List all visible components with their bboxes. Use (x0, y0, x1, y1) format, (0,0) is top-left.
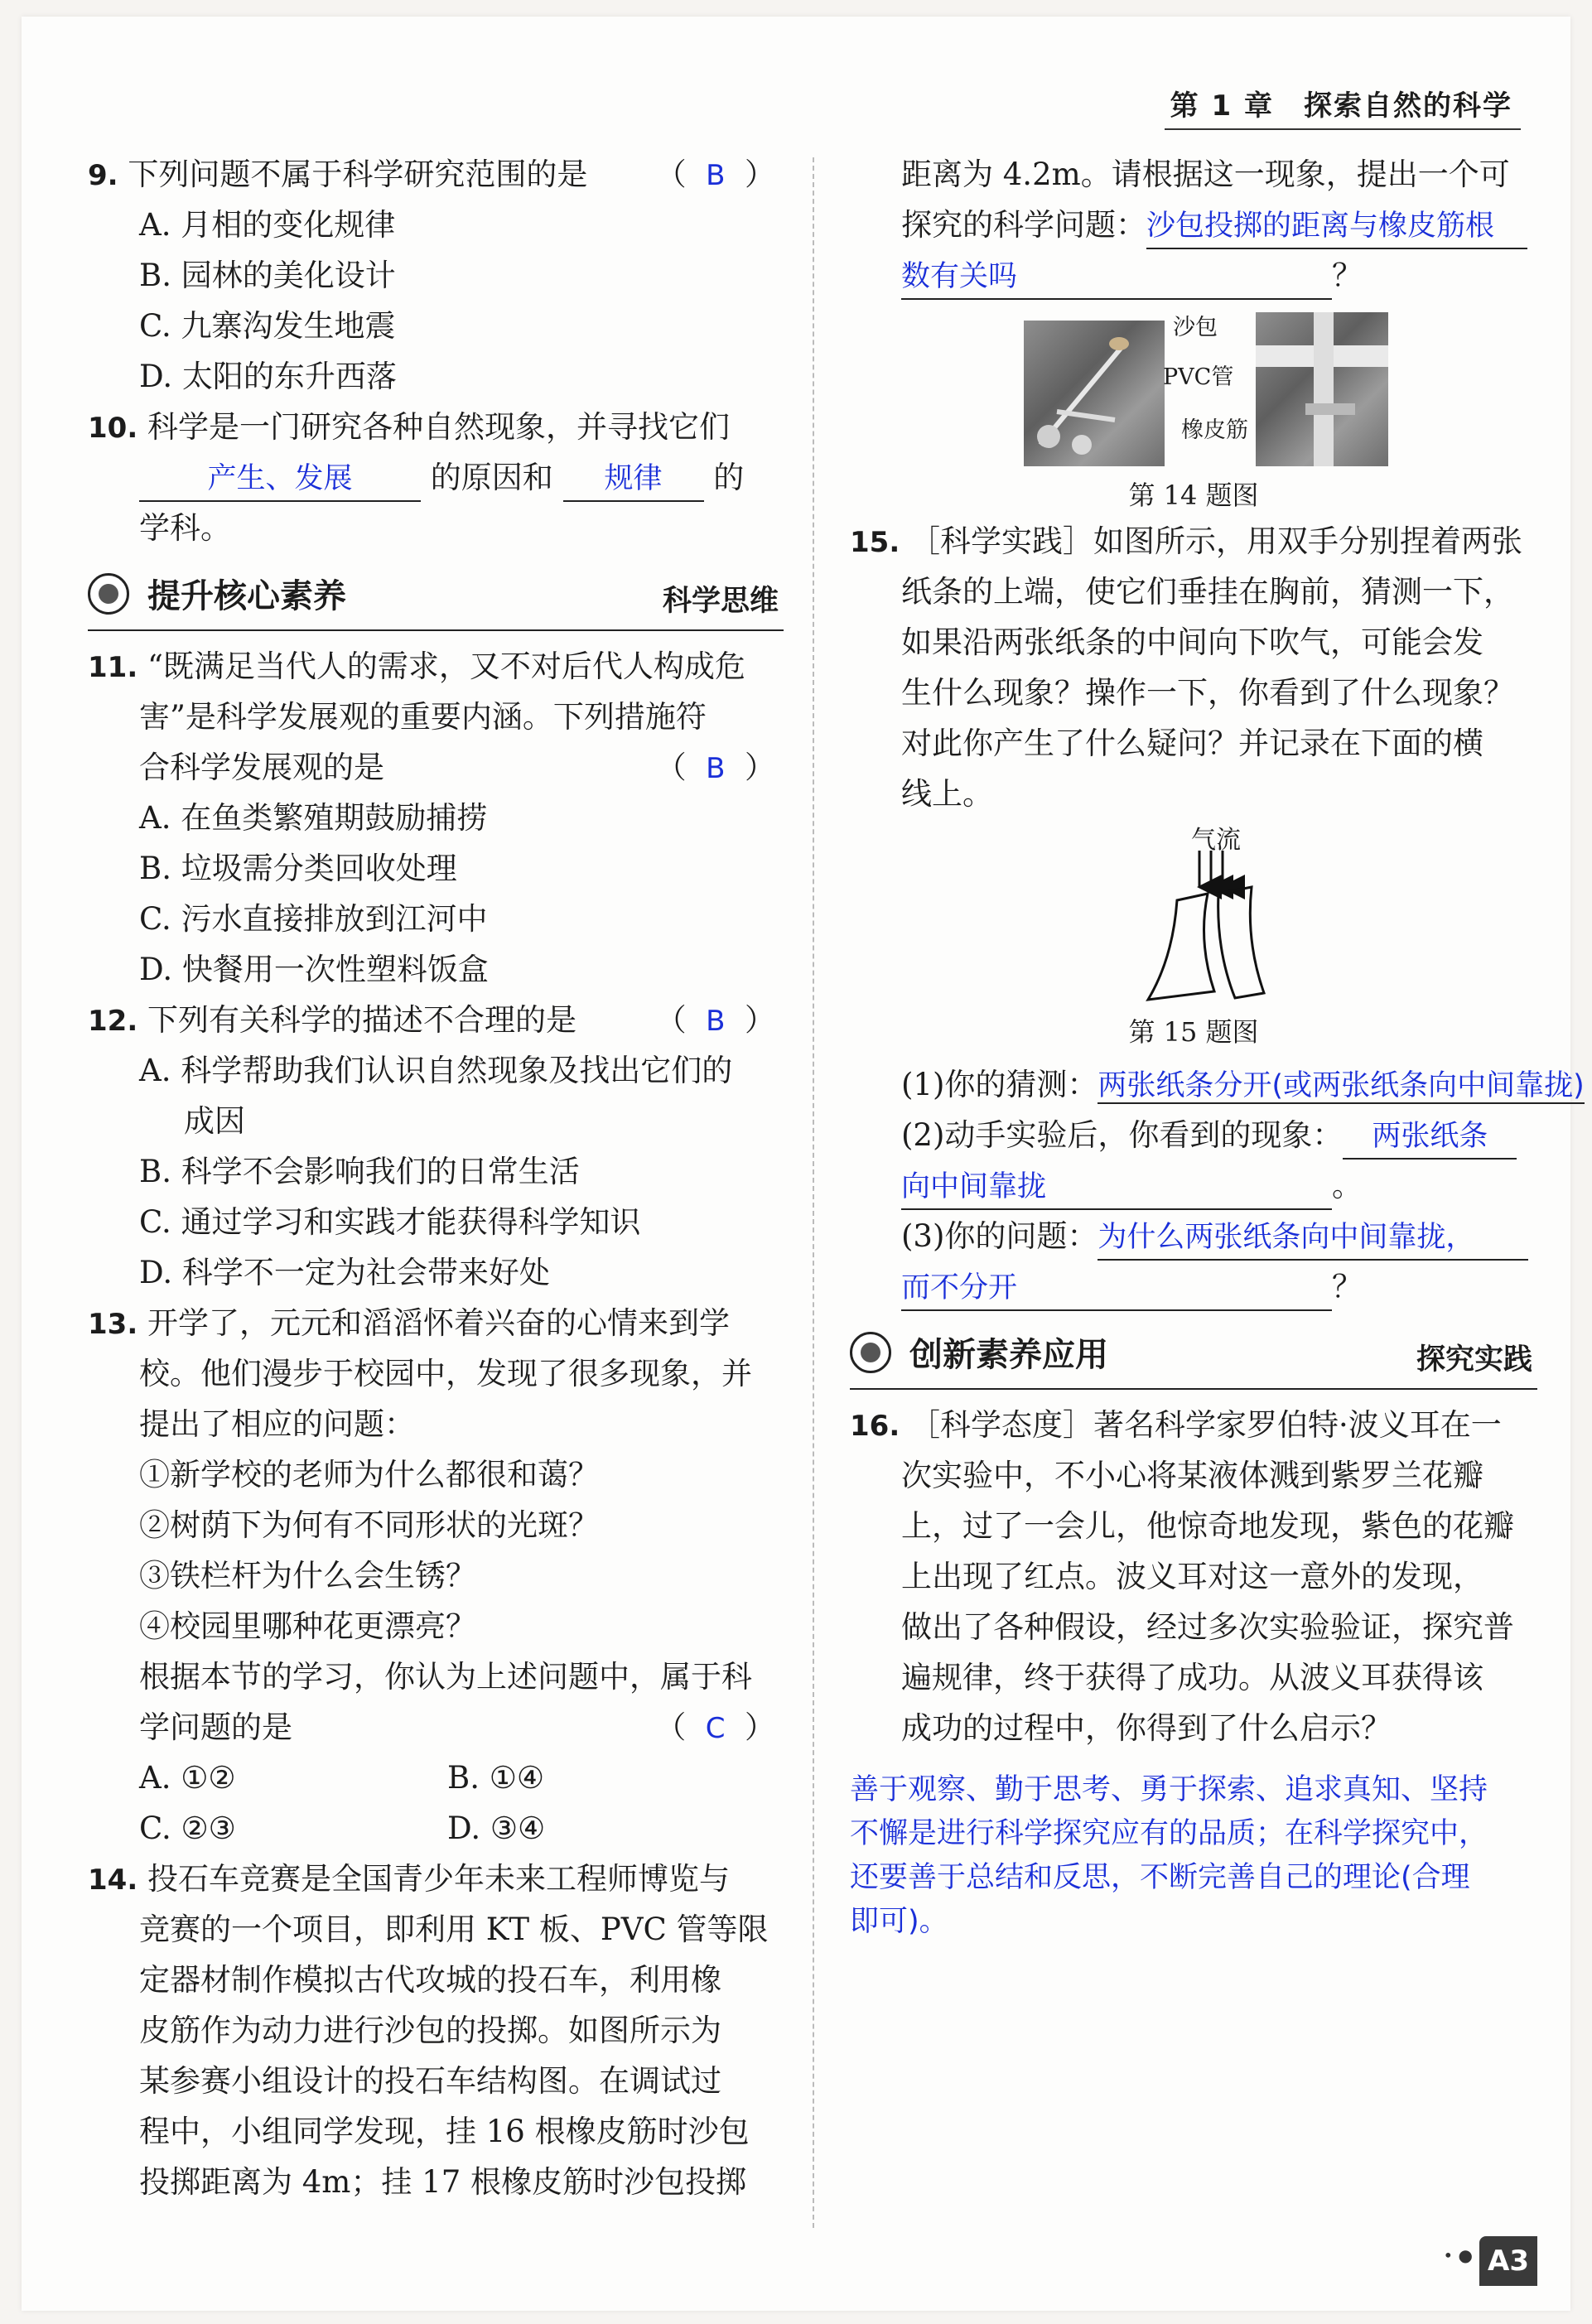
question-text: 定器材制作模拟古代攻城的投石车，利用橡 (139, 1962, 721, 1998)
q10-tail: 学科。 (139, 510, 231, 546)
q15-line (850, 516, 1537, 567)
answer-bracket: （ C ） (655, 1709, 775, 1745)
question-number: 11. (88, 651, 138, 684)
q16-handwritten-answer (850, 1768, 1537, 1944)
pvc-pipe-drawing-icon (1256, 312, 1388, 466)
question-text: 投掷距离为 4m；挂 17 根橡皮筋时沙包投掷 (139, 2164, 746, 2200)
catapult-drawing-icon (1024, 321, 1165, 466)
option: C. ②③ (139, 1811, 236, 1846)
question-text: 次实验中，不小心将某液体溅到紫罗兰花瓣 (901, 1458, 1483, 1493)
question-text: 线上。 (901, 776, 993, 812)
question-number: 12. (88, 1005, 138, 1038)
question-text: ［科学实践］如图所示，用双手分别捏着两张 (909, 523, 1522, 559)
question-text: (1)你的猜测： (901, 1067, 1098, 1102)
q10-blanks (88, 452, 784, 503)
figure-label: PVC管 (1163, 364, 1234, 390)
option: D. ③④ (447, 1811, 546, 1846)
q11-line (88, 742, 784, 793)
option: B. 科学不会影响我们的日常生活 (139, 1154, 580, 1189)
option: C. 通过学习和实践才能获得科学知识 (139, 1204, 641, 1240)
question-number: 10. (88, 412, 138, 445)
question-text: 距离为 4.2m。请根据这一现象，提出一个可 (901, 157, 1510, 192)
q14-line (88, 1854, 784, 1904)
answer-mark: B (706, 752, 726, 785)
q13-ask (88, 1702, 784, 1753)
option: 成因 (184, 1103, 245, 1139)
answer-bracket: （ B ） (655, 1002, 775, 1038)
question-text: 遍规律，终于获得了成功。从波义耳获得该 (901, 1660, 1483, 1695)
question-text: ？ (1332, 1269, 1363, 1304)
q15-observe (850, 1110, 1537, 1160)
chapter-header: 第 1 章 探索自然的科学 (1170, 89, 1512, 123)
q15-guess (850, 1059, 1585, 1110)
answer-blank: 两张纸条分开(或两张纸条向中间靠拢) (1098, 1069, 1585, 1102)
figure-label: 气流 (1191, 826, 1241, 855)
q11-line (88, 641, 784, 692)
option: A. ①② (139, 1760, 236, 1796)
question-text: 上出现了红点。波义耳对这一意外的发现， (901, 1559, 1483, 1594)
question-text: 学问题的是 (139, 1709, 292, 1745)
answer-mark: B (706, 1005, 726, 1038)
workbook-page (22, 17, 1585, 2311)
answer-blank: 规律 (563, 457, 704, 502)
answer-blank: 沙包投掷的距离与橡皮筋根 (1146, 205, 1527, 249)
left-column (88, 149, 784, 2207)
question-text: “既满足当代人的需求，又不对后代人构成危 (147, 649, 745, 684)
options-row (88, 1753, 784, 1803)
option: D. 太阳的东升西落 (139, 359, 397, 394)
answer-line: 即可)。 (850, 1905, 948, 1938)
question-text: 开学了，元元和滔滔怀着兴奋的心情来到学 (147, 1305, 730, 1341)
question-text: (2)动手实验后，你看到的现象： (901, 1117, 1344, 1153)
figure-label: 橡皮筋 (1181, 417, 1248, 443)
page-dots-icon: • ● (1443, 2245, 1473, 2265)
option: C. 九寨沟发生地震 (139, 308, 396, 344)
section-tag: 科学思维 (662, 585, 779, 618)
option: A. 月相的变化规律 (139, 207, 396, 243)
question-number: 16. (850, 1410, 900, 1443)
figure-label: 沙包 (1173, 315, 1218, 340)
question-text: 成功的过程中，你得到了什么启示？ (901, 1710, 1392, 1746)
option: B. 园林的美化设计 (139, 258, 396, 293)
q13-line (88, 1298, 784, 1348)
question-number: 9. (88, 159, 118, 192)
question-text: 根据本节的学习，你认为上述问题中，属于科 (139, 1659, 752, 1695)
option: D. 科学不一定为社会带来好处 (139, 1255, 550, 1290)
question-text: 合科学发展观的是 (139, 750, 384, 785)
answer-blank: 产生、发展 (139, 457, 421, 502)
q14-answer-line1 (850, 200, 1537, 250)
question-text: 探究的科学问题： (901, 207, 1146, 243)
question-number: 13. (88, 1308, 138, 1341)
option: B. 垃圾需分类回收处理 (139, 851, 457, 886)
q9-stem (88, 149, 784, 200)
question-text: 科学是一门研究各种自然现象，并寻找它们 (147, 409, 730, 445)
question-text: 下列问题不属于科学研究范围的是 (128, 157, 588, 192)
header-rule (1165, 128, 1521, 130)
question-text: 害”是科学发展观的重要内涵。下列措施符 (139, 699, 707, 735)
q15-question (850, 1211, 1537, 1261)
question-number: 14. (88, 1864, 138, 1897)
question-text: 竞赛的一个项目，即利用 KT 板、PVC 管等限 (139, 1912, 769, 1947)
answer-mark: B (706, 159, 726, 192)
answer-line: 还要善于总结和反思，不断完善自己的理论(合理 (850, 1861, 1470, 1894)
bullet-circle-icon (88, 573, 129, 615)
list-item: ③铁栏杆为什么会生锈？ (139, 1558, 476, 1594)
option: D. 快餐用一次性塑料饭盒 (139, 952, 489, 987)
column-divider (813, 157, 814, 2228)
q16-line (850, 1400, 1537, 1450)
list-item: ②树荫下为何有不同形状的光斑？ (139, 1507, 599, 1543)
question-text: 上，过了一会儿，他惊奇地发现，紫色的花瓣 (901, 1508, 1514, 1544)
question-text: 投石车竞赛是全国青少年未来工程师博览与 (147, 1861, 730, 1897)
catapult-photo-left (1024, 321, 1165, 466)
question-text: 生什么现象？操作一下，你看到了什么现象？ (901, 675, 1514, 711)
question-number: 15. (850, 526, 900, 559)
question-text: 皮筋作为动力进行沙包的投掷。如图所示为 (139, 2013, 721, 2048)
answer-bracket: （ B ） (655, 750, 775, 785)
question-text: 下列有关科学的描述不合理的是 (147, 1002, 576, 1038)
answer-blank: 数有关吗 (901, 255, 1332, 300)
section-tag: 探究实践 (1416, 1343, 1532, 1377)
right-column (850, 149, 1585, 1944)
options-row (88, 1803, 784, 1854)
question-text: 提出了相应的问题： (139, 1406, 415, 1442)
list-item: ①新学校的老师为什么都很和蔼？ (139, 1457, 599, 1492)
q10-stem (88, 402, 784, 452)
catapult-photo-right (1256, 312, 1388, 466)
answer-line: 善于观察、勤于思考、勇于探索、追求真知、坚持 (850, 1773, 1488, 1806)
question-text: 校。他们漫步于校园中，发现了很多现象，并 (139, 1356, 752, 1391)
answer-bracket: （ B ） (655, 157, 775, 192)
page-number: A3 (1479, 2236, 1537, 2286)
option: B. ①④ (447, 1760, 545, 1796)
figure-14 (850, 309, 1537, 516)
figure-caption: 第 14 题图 (1128, 480, 1259, 511)
question-text: 纸条的上端，使它们垂挂在胸前，猜测一下， (901, 574, 1514, 610)
section-header (850, 1324, 1537, 1390)
question-text: 对此你产生了什么疑问？并记录在下面的横 (901, 726, 1483, 761)
question-text: 做出了各种假设，经过多次实验验证，探究普 (901, 1609, 1514, 1645)
answer-mark: C (705, 1712, 726, 1745)
question-text: 如果沿两张纸条的中间向下吹气，可能会发 (901, 624, 1483, 660)
question-text: 程中，小组同学发现，挂 16 根橡皮筋时沙包 (139, 2114, 750, 2149)
section-title: 创新素养应用 (909, 1336, 1108, 1374)
question-text: 的 (713, 460, 745, 495)
question-text: (3)你的问题： (901, 1218, 1098, 1254)
question-text: 的原因和 (430, 460, 553, 495)
option: A. 在鱼类繁殖期鼓励捕捞 (139, 800, 488, 836)
section-title: 提升核心素养 (147, 577, 346, 615)
question-text: ［科学态度］著名科学家罗伯特·波义耳在一 (909, 1407, 1502, 1443)
q15-observe-cont (850, 1160, 1537, 1211)
figure-caption: 第 15 题图 (1128, 1016, 1259, 1048)
figure-15 (850, 819, 1537, 1059)
q12-stem (88, 995, 784, 1045)
section-header (88, 565, 784, 631)
q14-answer-line2 (850, 250, 1537, 301)
list-item: ④校园里哪种花更漂亮？ (139, 1608, 476, 1644)
question-text: ？ (1332, 258, 1363, 293)
option: C. 污水直接排放到江河中 (139, 901, 488, 937)
bullet-circle-icon (850, 1332, 891, 1373)
q15-question-cont (850, 1261, 1537, 1312)
answer-blank: 两张纸条 (1343, 1115, 1517, 1160)
question-text: 。 (1332, 1168, 1363, 1203)
question-text: 某参赛小组设计的投石车结构图。在调试过 (139, 2063, 721, 2099)
answer-blank: 为什么两张纸条向中间靠拢， (1098, 1216, 1528, 1261)
option: A. 科学帮助我们认识自然现象及找出它们的 (139, 1053, 733, 1088)
paper-strips-airflow-icon (1140, 851, 1289, 1008)
answer-line: 不懈是进行科学探究应有的品质；在科学探究中， (850, 1817, 1488, 1850)
answer-blank: 而不分开 (901, 1266, 1332, 1311)
answer-blank: 向中间靠拢 (901, 1165, 1332, 1210)
